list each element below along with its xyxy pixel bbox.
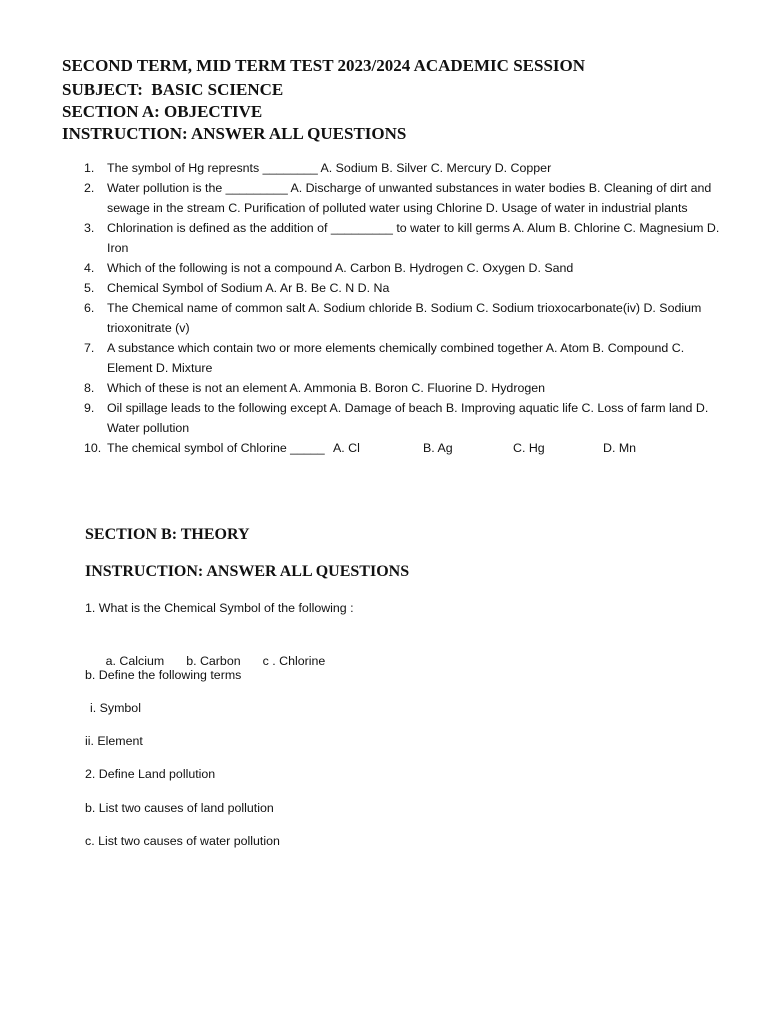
objective-question-list [84,158,724,458]
subject-line: SUBJECT: BASIC SCIENCE [62,80,284,99]
question-text: Oil spillage leads to the following except A. Damage of beach B. Improving aquatic life C. Loss of farm land D. Water pollution [107,401,709,435]
question-item [84,398,724,438]
section-a-heading: SECTION A: OBJECTIVE [62,102,263,121]
question-item [84,178,724,218]
option-a: A. Cl [333,441,360,455]
option-b: b. Carbon [186,654,241,669]
question-text: The symbol of Hg represnts ________ A. Sodium B. Silver C. Mercury D. Copper [107,161,552,175]
instruction-b: INSTRUCTION: ANSWER ALL QUESTIONS [85,563,410,580]
question-item [84,218,724,258]
question-text: Chlorination is defined as the addition of _________ to water to kill germs A. Alum B. Chlorine C. Magnesium D. Iron [107,221,720,255]
question-text: The chemical symbol of Chlorine _____ [107,441,325,455]
option-c: C. Hg [513,441,545,455]
question-number: 3. [84,221,95,235]
question-text: Which of these is not an element A. Ammonia B. Boron C. Fluorine D. Hydrogen [107,381,546,395]
question-text: The Chemical name of common salt A. Sodium chloride B. Sodium C. Sodium trioxocarbonate(iv) D. Sodium trioxonitrate (v) [107,301,702,335]
question-number: 7. [84,341,95,355]
question-item [84,378,724,398]
exam-header [62,55,742,145]
theory-q1: 1. What is the Chemical Symbol of the following : [85,601,354,615]
theory-q2b: b. List two causes of land pollution [85,800,274,815]
instruction-a: INSTRUCTION: ANSWER ALL QUESTIONS [62,124,407,143]
question-number: 6. [84,301,95,315]
question-item [84,258,724,278]
question-number: 8. [84,381,95,395]
question-number: 4. [84,261,95,275]
question-number: 9. [84,401,95,415]
option-b: B. Ag [423,441,453,455]
question-text: Water pollution is the _________ A. Discharge of unwanted substances in water bodies B. Cleaning of dirt and sewage in the stream C. Purification of polluted water using Chlorine D. Usage of water in industrial plants [107,181,712,215]
question-item [84,338,724,378]
section-b-title: SECTION B: THEORY [85,526,250,543]
theory-q1b-ii: ii. Element [85,734,143,749]
option-c: c . Chlorine [262,654,326,669]
question-number: 5. [84,281,95,295]
question-item [84,298,724,338]
question-text: Which of the following is not a compound A. Carbon B. Hydrogen C. Oxygen D. Sand [107,261,574,275]
question-text: A substance which contain two or more elements chemically combined together A. Atom B. Compound C. Element D. Mixture [107,341,685,375]
theory-q1b: b. Define the following terms [85,667,242,682]
option-d: D. Mn [603,441,637,455]
question-text: Chemical Symbol of Sodium A. Ar B. Be C. N D. Na [107,281,390,295]
question-number: 10. [84,441,102,455]
theory-q2c: c. List two causes of water pollution [85,834,280,849]
question-item [84,278,724,298]
question-number: 2. [84,181,95,195]
question-number: 1. [84,161,95,175]
theory-q1-options [85,631,725,669]
exam-title: SECOND TERM, MID TERM TEST 2023/2024 ACADEMIC SESSION [62,56,586,75]
question-item [84,158,724,178]
theory-q2: 2. Define Land pollution [85,767,216,782]
section-b-header [85,524,725,583]
question-item-10 [84,438,724,458]
theory-q1b-i: i. Symbol [90,700,141,715]
theory-questions [85,598,725,864]
option-a: a. Calcium [105,654,165,669]
